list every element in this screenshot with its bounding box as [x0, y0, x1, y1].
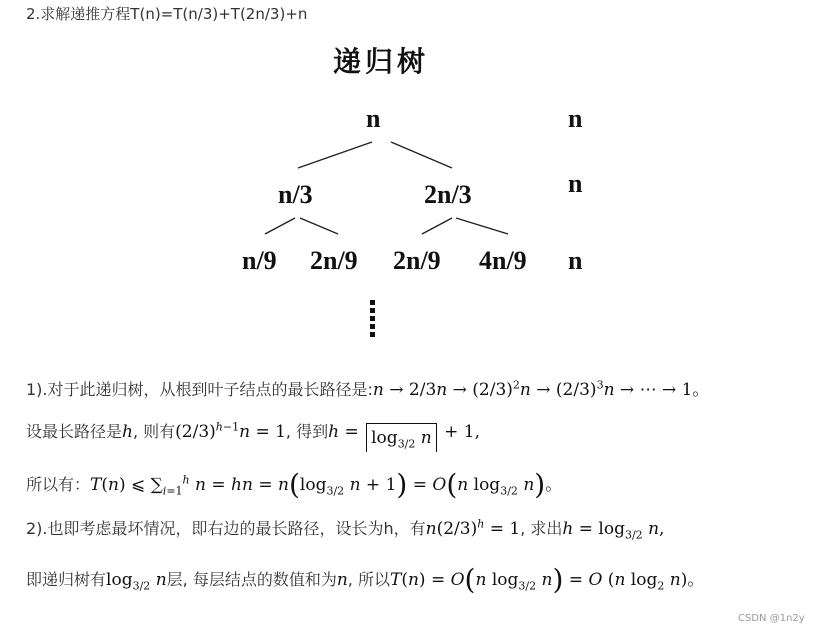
tree-node-level1: n/3	[278, 180, 313, 209]
edge-l1a-right	[300, 218, 338, 234]
problem-heading: 2.求解递推方程T(n)=T(n/3)+T(2n/3)+n	[26, 5, 308, 23]
analysis-line-5: 即递归树有$\log_{3/2} n$层, 每层结点的数值和为n, 所以T(n) = O(n $\log_{3/2} n) = O$ (n $\log_2 n$)。	[26, 563, 705, 596]
analysis-line-4: 2).也即考虑最坏情况，即右边的最长路径，设长为h，有$n(2/3)^h = 1$, 求出$h = \log_{3/2} n$,	[26, 517, 665, 542]
level-sum: n	[568, 169, 583, 198]
tree-node-level2: 2n/9	[310, 246, 358, 275]
analysis-line-1: 1).对于此递归树，从根到叶子结点的最长路径是:n → $2/3n \to (2/3)^2n \to (2/3)^3n$ → ⋯ → 1。	[26, 378, 710, 400]
edge-l1a-left	[265, 218, 295, 234]
analysis-line-2: 设最长路径是h, 则有$(2/3)^{h-1}n = 1$, 得到$h = \log_{3/2} n + 1$,	[26, 420, 481, 451]
tree-node-level2: n/9	[242, 246, 277, 275]
tree-node-level2: 4n/9	[479, 246, 527, 275]
tree-node-level2: 2n/9	[393, 246, 441, 275]
edge-root-left	[298, 142, 372, 168]
tree-node-root: n	[366, 104, 381, 133]
level-sum: n	[568, 104, 583, 133]
tree-node-level1: 2n/3	[424, 180, 472, 209]
edge-root-right	[391, 142, 452, 168]
analysis-line-3: 所以有：T(n) ⩽ $\sum_{i=1}^h$ n = hn = $n(\log_{3/2}$ n + 1) = O(n $\log_{3/2} n$)。	[26, 468, 563, 501]
watermark: CSDN @1n2y	[738, 613, 805, 624]
edge-l1b-left	[422, 218, 452, 234]
vertical-ellipsis	[368, 300, 378, 340]
level-sum: n	[568, 246, 583, 275]
edge-l1b-right	[456, 218, 508, 234]
recursion-tree-title: 递归树	[333, 45, 430, 78]
